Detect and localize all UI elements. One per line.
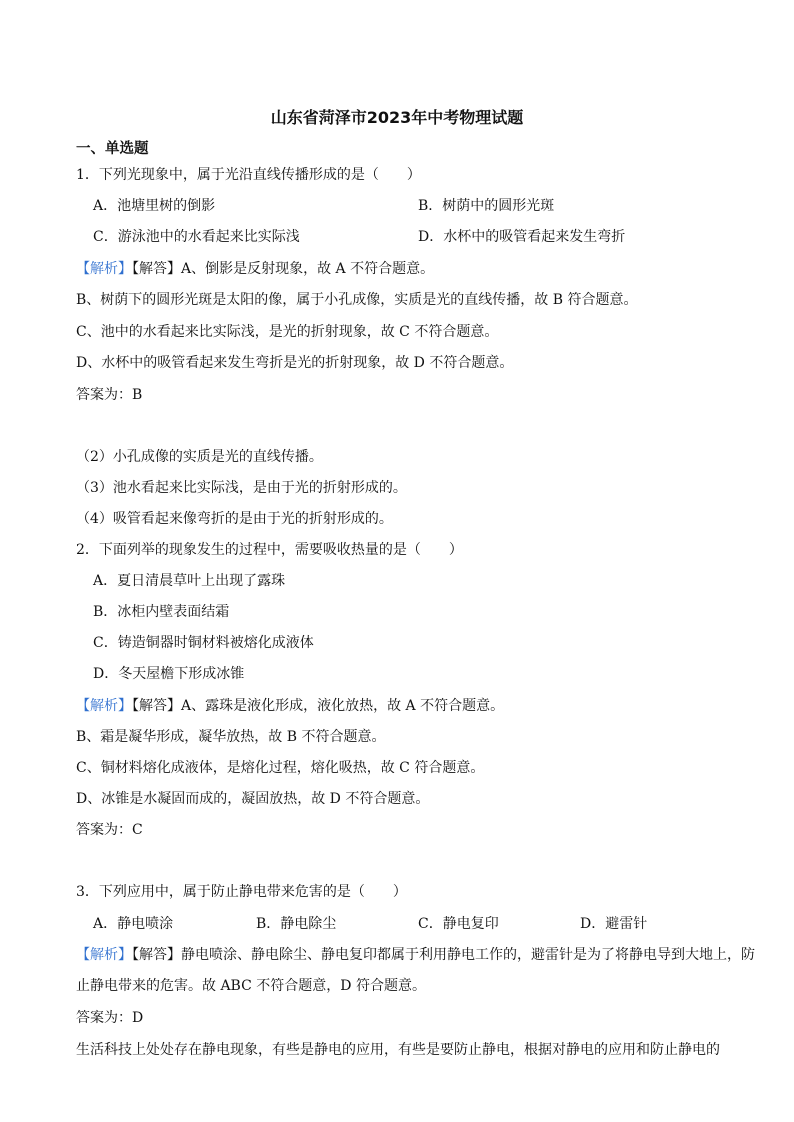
q1-option-b: B．树荫中的圆形光斑 <box>418 198 555 214</box>
q1-answer: 答案为：B <box>76 387 143 403</box>
q1-analysis-line <box>76 259 434 279</box>
q3-note: 生活科技上处处存在静电现象，有些是静电的应用，有些是要防止静电，根据对静电的应用和防止静电的 <box>76 1042 720 1058</box>
q1-analysis-d: D、水杯中的吸管看起来发生弯折是光的折射现象，故 D 不符合题意。 <box>76 355 514 371</box>
q3-analysis <box>76 940 756 1002</box>
q3-option-d: D．避雷针 <box>580 916 648 932</box>
q2-option-d: D．冬天屋檐下形成冰锥 <box>93 666 245 682</box>
q1-note-2: （2）小孔成像的实质是光的直线传播。 <box>76 449 323 465</box>
q3-analysis-text: 【解答】静电喷涂、静电除尘、静电复印都属于利用静电工作的，避雷针是为了将静电导到大地上，防止静电带来的危害。故 ABC 不符合题意，D 符合题意。 <box>76 947 755 994</box>
q3-option-a: A．静电喷涂 <box>93 916 174 932</box>
q3-option-c: C．静电复印 <box>418 916 499 932</box>
q2-option-a: A．夏日清晨草叶上出现了露珠 <box>93 573 286 589</box>
q2-answer: 答案为：C <box>76 822 143 838</box>
analysis-tag: 【解析】 <box>76 947 132 963</box>
q1-note-3: （3）池水看起来比实际浅，是由于光的折射形成的。 <box>76 480 407 496</box>
q1-option-a: A．池塘里树的倒影 <box>93 198 216 214</box>
page-title: 山东省菏泽市2023年中考物理试题 <box>270 108 524 127</box>
q2-analysis-line <box>76 696 504 716</box>
section-heading: 一、单选题 <box>76 141 149 157</box>
q2-stem: 2．下面列举的现象发生的过程中，需要吸收热量的是（ ） <box>76 542 463 558</box>
q1-option-c: C．游泳池中的水看起来比实际浅 <box>93 229 300 245</box>
q2-option-c: C．铸造铜器时铜材料被熔化成液体 <box>93 635 314 651</box>
q1-analysis-c: C、池中的水看起来比实际浅，是光的折射现象，故 C 不符合题意。 <box>76 324 499 340</box>
q3-answer: 答案为：D <box>76 1010 144 1026</box>
q1-stem: 1．下列光现象中，属于光沿直线传播形成的是（ ） <box>76 167 421 183</box>
q2-option-b: B．冰柜内壁表面结霜 <box>93 604 230 620</box>
q1-option-d: D．水杯中的吸管看起来发生弯折 <box>418 229 626 245</box>
q1-note-4: （4）吸管看起来像弯折的是由于光的折射形成的。 <box>76 511 393 527</box>
analysis-tag: 【解析】 <box>76 698 132 714</box>
q3-option-b: B．静电除尘 <box>256 916 337 932</box>
q2-analysis-c: C、铜材料熔化成液体，是熔化过程，熔化吸热，故 C 符合题意。 <box>76 760 485 776</box>
q1-analysis-b: B、树荫下的圆形光斑是太阳的像，属于小孔成像，实质是光的直线传播，故 B 符合题意。 <box>76 292 638 308</box>
analysis-tag: 【解析】 <box>76 261 132 277</box>
q2-analysis-b: B、霜是凝华形成，凝华放热，故 B 不符合题意。 <box>76 729 386 745</box>
q2-analysis-text: 【解答】A、露珠是液化形成，液化放热，故 A 不符合题意。 <box>132 698 505 714</box>
q1-analysis-text: 【解答】A、倒影是反射现象，故 A 不符合题意。 <box>132 261 435 277</box>
q2-analysis-d: D、冰锥是水凝固而成的，凝固放热，故 D 不符合题意。 <box>76 791 430 807</box>
q3-stem: 3．下列应用中，属于防止静电带来危害的是（ ） <box>76 884 407 900</box>
